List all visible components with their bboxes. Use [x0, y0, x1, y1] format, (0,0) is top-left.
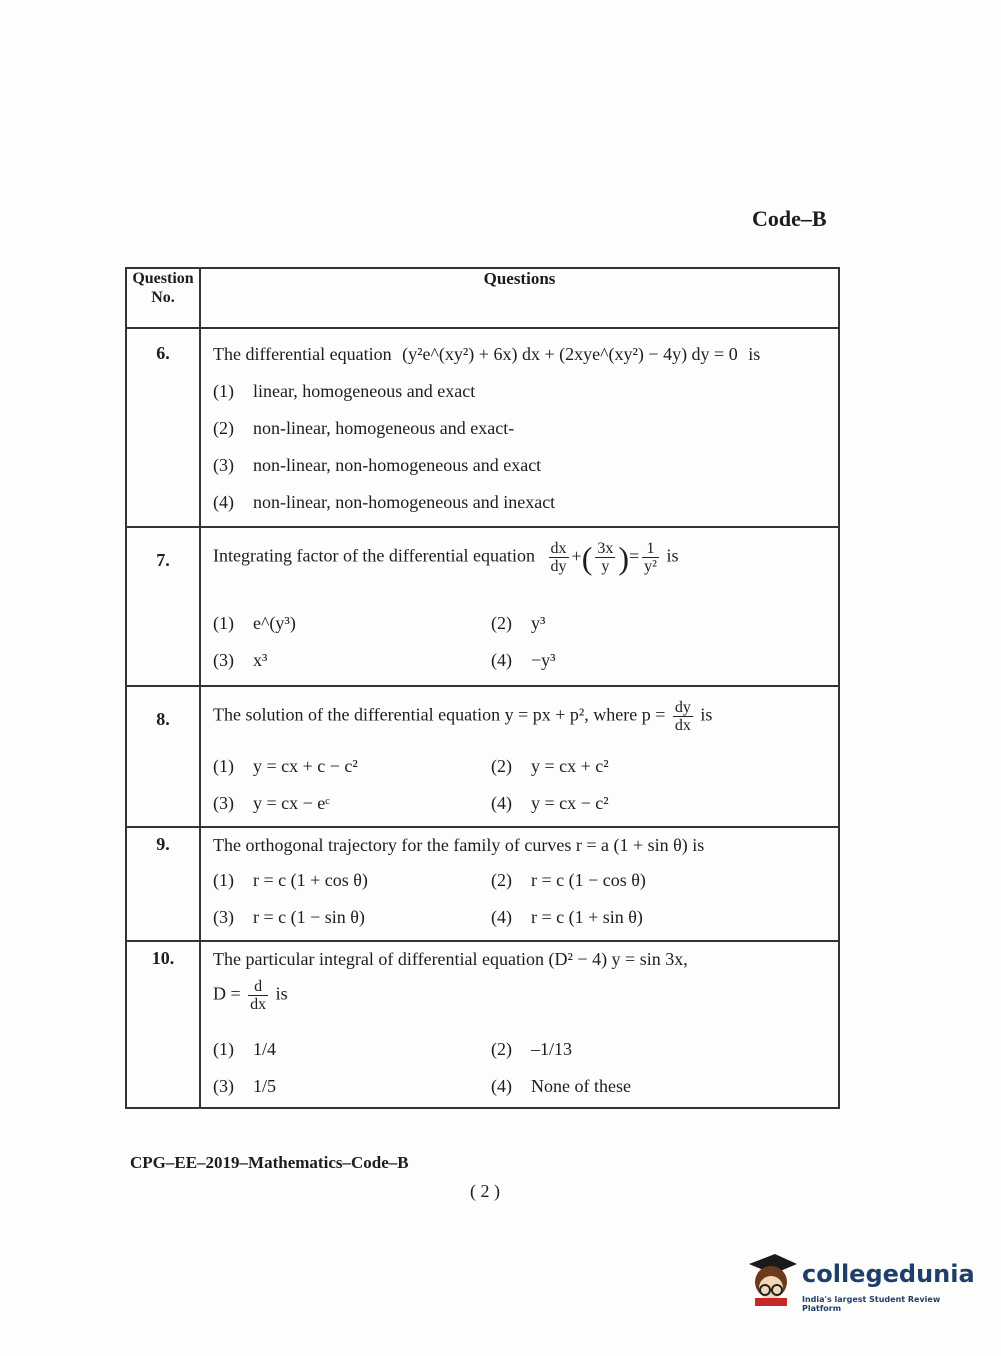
options-row-1 [201, 1031, 838, 1068]
option-2: (2) –1/13 [491, 1039, 573, 1059]
options-row-2 [201, 1068, 838, 1107]
collegedunia-logo [745, 1252, 975, 1312]
stem-text-end: is [700, 704, 713, 725]
question-row-8 [126, 686, 839, 827]
footer-code: CPG–EE–2019–Mathematics–Code–B [130, 1153, 409, 1172]
question-number: 9. [126, 827, 200, 941]
equation: $\frac{dx}{dy}$ +( $\frac{3x}{y}$ )= $\frac{1}{\text{y²}}$ [550, 539, 657, 576]
mascot-icon [745, 1252, 799, 1310]
option-4: (4) y = cx − c² [491, 793, 609, 813]
logo-tagline: India's largest Student Review Platform [802, 1295, 941, 1313]
question-number: 8. [126, 686, 200, 827]
options-row-1 [201, 605, 838, 642]
options-row-1 [201, 748, 838, 785]
options-row-2 [201, 899, 838, 940]
table-header-row [126, 268, 839, 328]
question-stem: The orthogonal trajectory for the family of curves r = a (1 + sin θ) is [213, 835, 705, 855]
question-stem [201, 329, 838, 373]
question-row-10 [126, 941, 839, 1108]
question-row-7 [126, 527, 839, 686]
col-question-no: Question No. [126, 268, 200, 328]
equation: $\frac{dy}{dx}$ [674, 699, 691, 734]
option-1: (1) r = c (1 + cos θ) [213, 870, 368, 890]
option-1: (1) y = cx + c − c² [213, 756, 358, 776]
stem-text-end: is [748, 344, 761, 364]
options-row-2 [201, 785, 838, 826]
equation: $\frac{d}{dx}$ [250, 978, 267, 1013]
page-number: ( 2 ) [470, 1181, 500, 1201]
option-4: (4) −y³ [491, 650, 556, 670]
option-4: (4) r = c (1 + sin θ) [491, 907, 643, 927]
option-4: (4) None of these [491, 1076, 631, 1096]
question-row-9 [126, 827, 839, 941]
stem-text-end: is [666, 545, 679, 566]
option-2: (2) r = c (1 − cos θ) [491, 870, 646, 890]
question-stem-2: D = $\frac{d}{dx}$ is [213, 978, 288, 1013]
question-number: 10. [126, 941, 200, 1108]
equation: (y²e^(xy²) + 6x) dx + (2xye^(xy²) − 4y) dy = 0 [402, 344, 738, 364]
option-4: (4) non-linear, non-homogeneous and inexact [213, 492, 556, 512]
option-1: (1) 1/4 [213, 1039, 277, 1059]
option-3: (3) 1/5 [213, 1076, 277, 1096]
stem-text: Integrating factor of the differential equation [213, 545, 536, 566]
option-1: (1) e^(y³) [213, 613, 296, 633]
question-row-6 [126, 328, 839, 527]
option-1: (1) linear, homogeneous and exact [213, 381, 476, 401]
option-3: (3) r = c (1 − sin θ) [213, 907, 365, 927]
option-2: (2) y = cx + c² [491, 756, 609, 776]
options-row-2 [201, 642, 838, 685]
question-number: 6. [126, 328, 200, 527]
question-stem [201, 528, 838, 605]
stem-text: The differential equation [213, 344, 392, 364]
questions-table [125, 267, 840, 1109]
question-number: 7. [126, 527, 200, 686]
question-stem: The particular integral of differential equation (D² − 4) y = sin 3x, [213, 949, 688, 969]
options-row-1 [201, 862, 838, 899]
col-questions: Questions [200, 268, 839, 328]
option-2: (2) y³ [491, 613, 546, 633]
option-3: (3) x³ [213, 650, 268, 670]
option-3: (3) non-linear, non-homogeneous and exact [213, 455, 542, 475]
stem-text: The solution of the differential equation y = px + p², where p = [213, 704, 666, 725]
option-2: (2) non-linear, homogeneous and exact- [213, 418, 515, 438]
logo-name: collegedunia [802, 1260, 975, 1288]
option-3: (3) y = cx − eᶜ [213, 793, 330, 813]
question-stem [201, 687, 838, 748]
paper-code: Code–B [752, 206, 827, 231]
